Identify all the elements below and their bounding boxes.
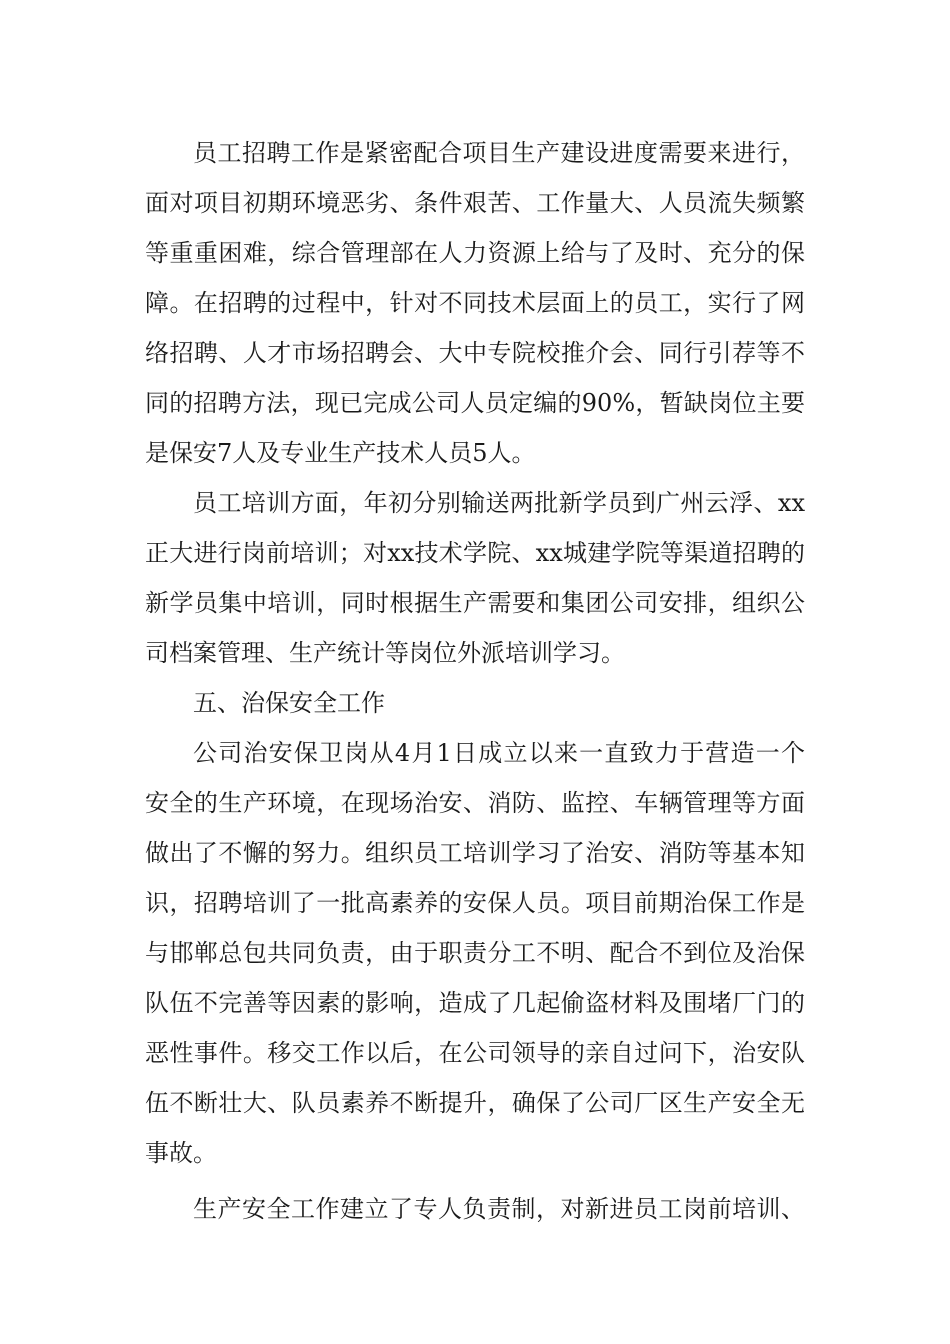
text-line: 面对项目初期环境恶劣、条件艰苦、工作量大、人员流失频繁	[145, 189, 805, 217]
text-line: 公司治安保卫岗从4月1日成立以来一直致力于营造一个	[193, 739, 805, 767]
text-line: 五、治保安全工作	[193, 689, 385, 717]
text-line: 障。在招聘的过程中，针对不同技术层面上的员工，实行了网	[145, 289, 805, 317]
text-line: 员工培训方面，年初分别输送两批新学员到广州云浮、xx	[193, 489, 805, 517]
paragraph-recruitment	[145, 128, 805, 478]
text-line: 络招聘、人才市场招聘会、大中专院校推介会、同行引荐等不	[145, 339, 805, 367]
text-line: 与邯郸总包共同负责，由于职责分工不明、配合不到位及治保	[145, 939, 805, 967]
section-heading	[145, 678, 805, 728]
text-line: 同的招聘方法，现已完成公司人员定编的90%，暂缺岗位主要	[145, 389, 805, 417]
text-line: 正大进行岗前培训；对xx技术学院、xx城建学院等渠道招聘的	[145, 539, 805, 567]
text-line: 等重重困难，综合管理部在人力资源上给与了及时、充分的保	[145, 239, 805, 267]
text-line: 队伍不完善等因素的影响，造成了几起偷盗材料及围堵厂门的	[145, 989, 805, 1017]
text-line: 识，招聘培训了一批高素养的安保人员。项目前期治保工作是	[145, 889, 805, 917]
paragraph-training	[145, 478, 805, 678]
text-line: 新学员集中培训，同时根据生产需要和集团公司安排，组织公	[145, 589, 805, 617]
text-line: 安全的生产环境，在现场治安、消防、监控、车辆管理等方面	[145, 789, 805, 817]
text-line: 司档案管理、生产统计等岗位外派培训学习。	[145, 639, 625, 667]
text-line: 做出了不懈的努力。组织员工培训学习了治安、消防等基本知	[145, 839, 805, 867]
paragraph-production-safety	[145, 1184, 805, 1234]
paragraph-security	[145, 728, 805, 1178]
text-line: 是保安7人及专业生产技术人员5人。	[145, 439, 536, 467]
text-line: 事故。	[145, 1139, 217, 1167]
text-line: 员工招聘工作是紧密配合项目生产建设进度需要来进行，	[193, 139, 805, 167]
text-line: 恶性事件。移交工作以后，在公司领导的亲自过问下，治安队	[145, 1039, 805, 1067]
text-line: 生产安全工作建立了专人负责制，对新进员工岗前培训、	[193, 1195, 805, 1223]
text-line: 伍不断壮大、队员素养不断提升，确保了公司厂区生产安全无	[145, 1089, 805, 1117]
document-body	[145, 128, 805, 1234]
